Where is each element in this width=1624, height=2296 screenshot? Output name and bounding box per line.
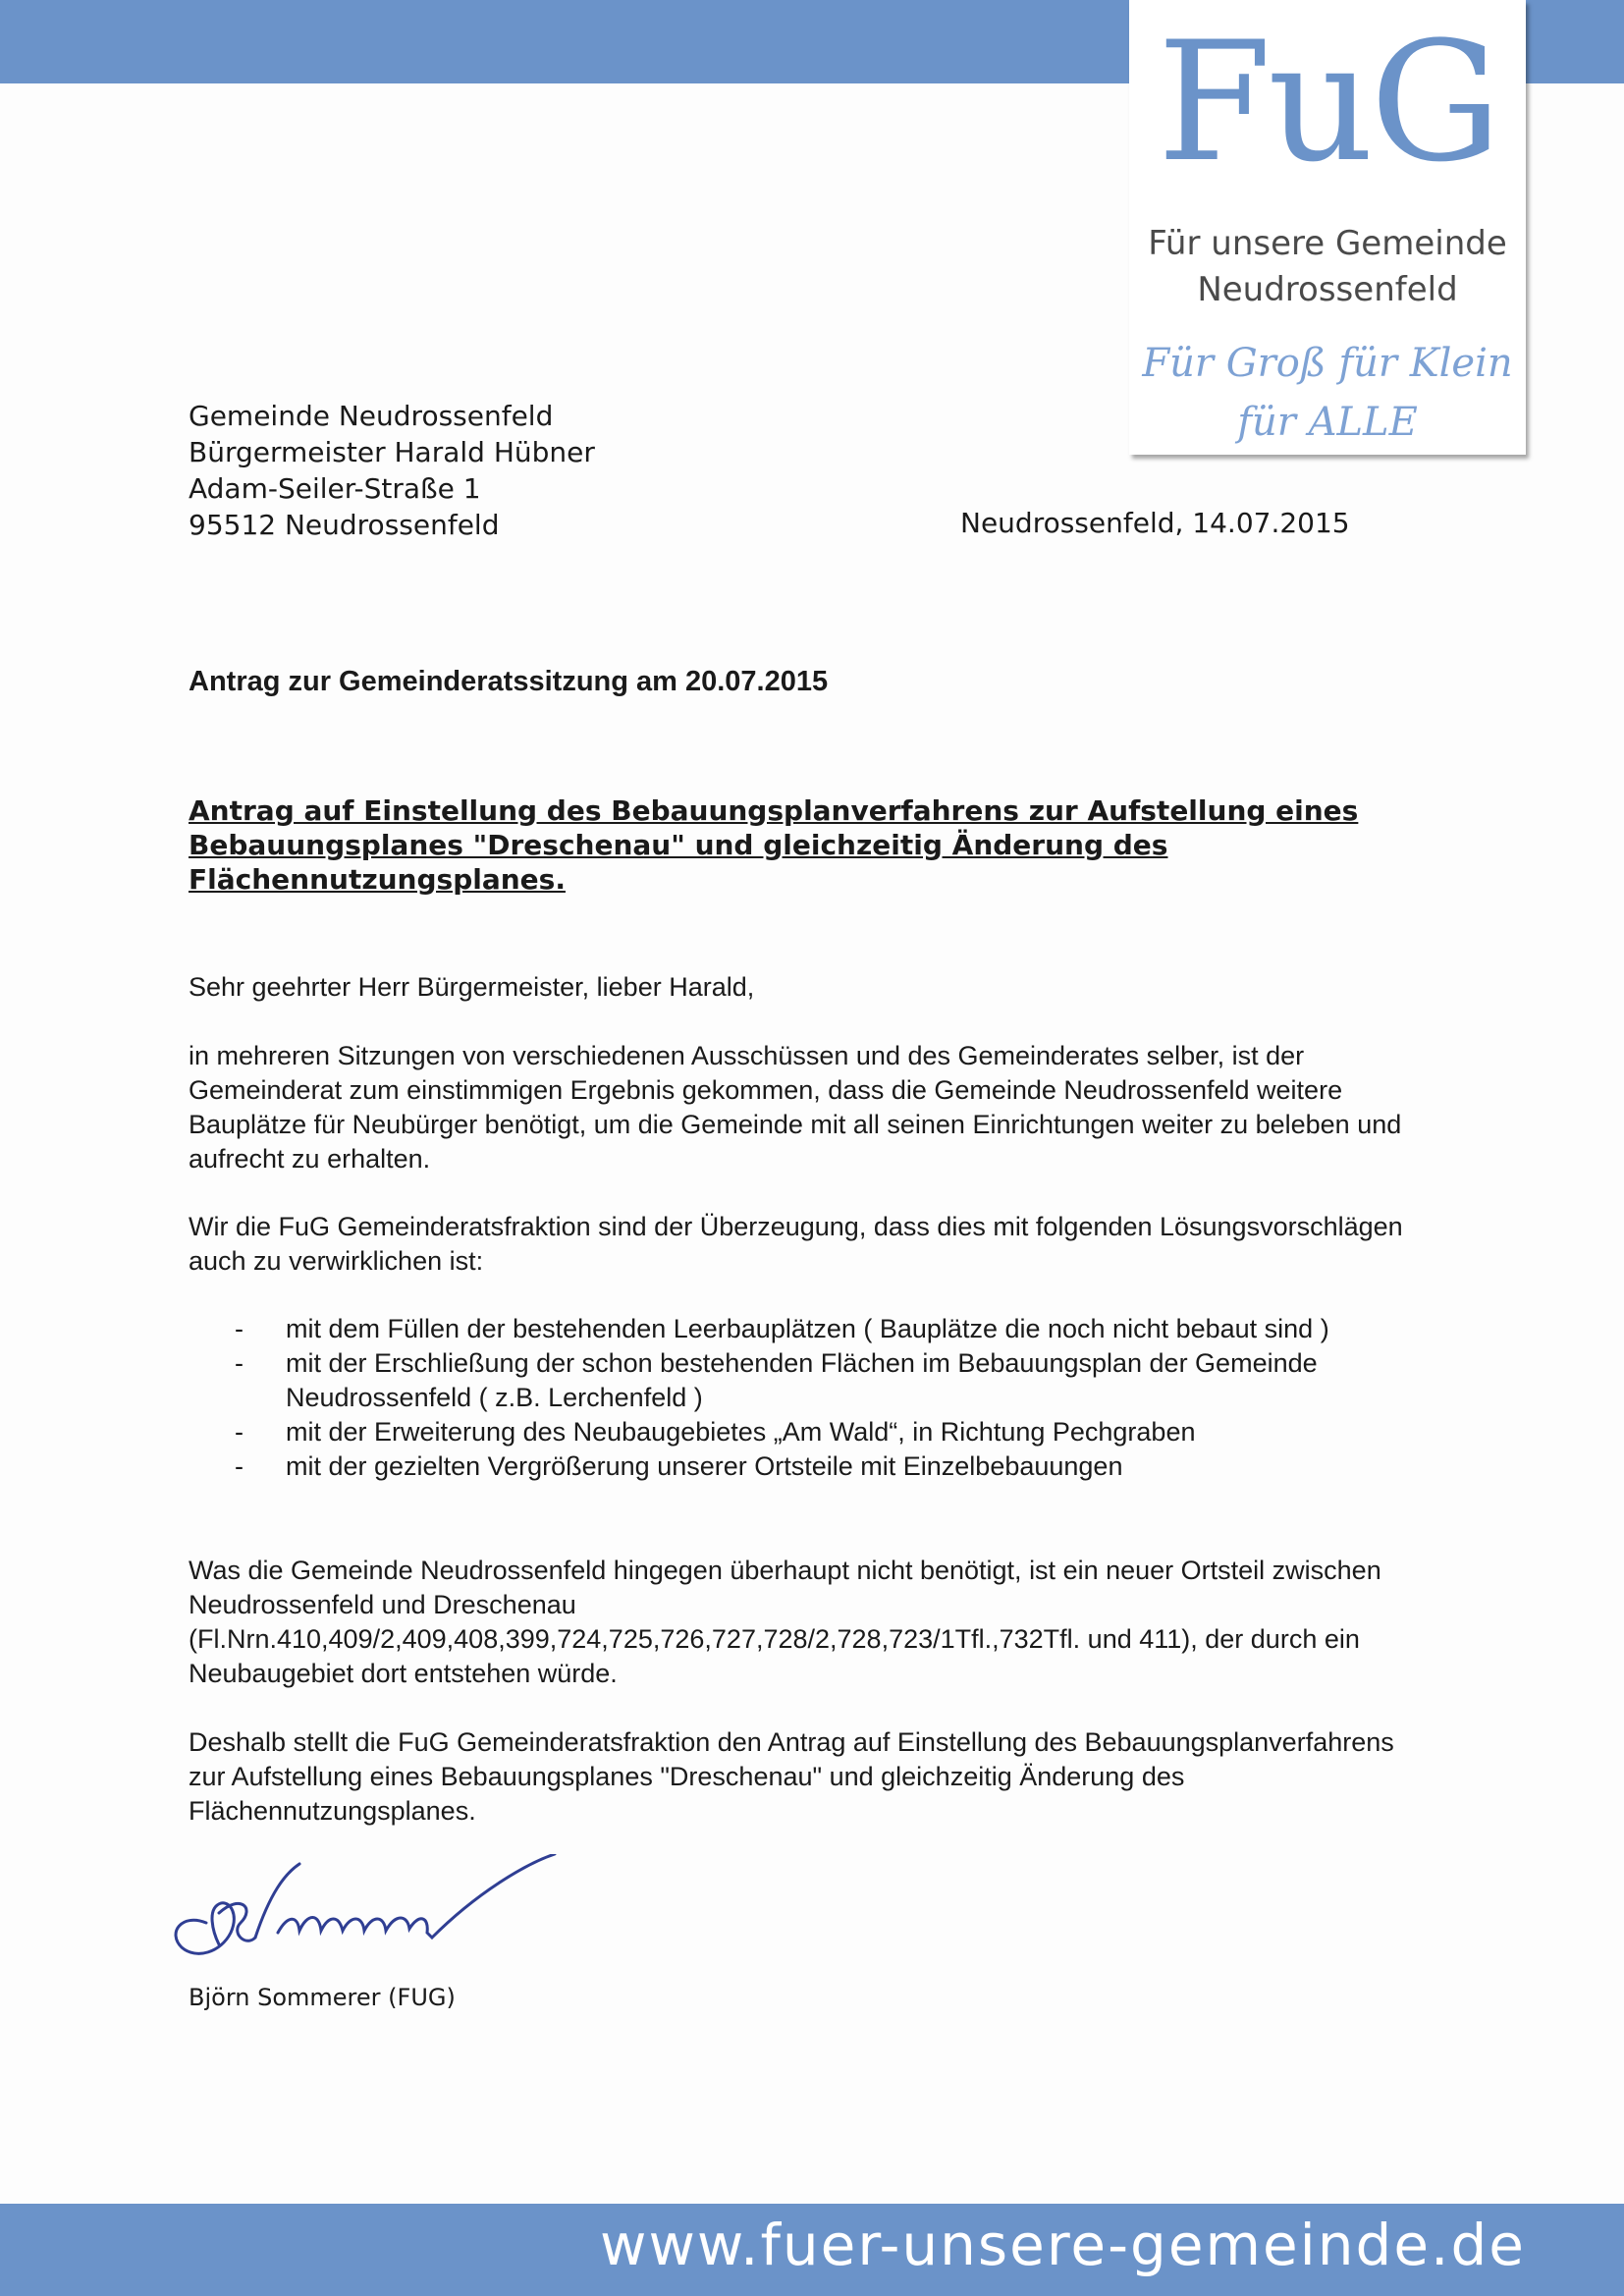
recipient-line2: Bürgermeister Harald Hübner: [189, 436, 595, 468]
paragraph-2: Wir die FuG Gemeinderatsfraktion sind der Überzeugung, dass dies mit folgenden Lösungsvorschlägen auch zu verwirklichen ist:: [189, 1212, 1403, 1276]
list-item: [189, 1312, 1426, 1346]
paragraph-3: Was die Gemeinde Neudrossenfeld hingegen überhaupt nicht benötigt, ist ein neuer Ortsteil zwischen Neudrossenfeld und Dreschenau (Fl.Nrn.410,409/2,409,408,399,724,725,726,727,728/2,728,723/1Tfl.,732Tfl. und 411), der durch ein Neubaugebiet dort entstehen würde.: [189, 1556, 1381, 1688]
list-item-text: mit der Erschließung der schon bestehenden Flächen im Bebauungsplan der Gemeinde Neudrossenfeld ( z.B. Lerchenfeld ): [286, 1348, 1318, 1412]
logo-subtitle-line2: Neudrossenfeld: [1197, 270, 1458, 309]
handwritten-signature: [162, 1854, 653, 2001]
motion-title: Antrag auf Einstellung des Bebauungsplanverfahrens zur Aufstellung eines Bebauungsplanes "Dreschenau" und gleichzeitig Änderung des Flächennutzungsplanes.: [189, 794, 1359, 896]
logo-slogan-line1: Für Groß für Klein: [1142, 341, 1513, 386]
recipient-line1: Gemeinde Neudrossenfeld: [189, 400, 554, 432]
logo-slogan-line2: für ALLE: [1237, 400, 1418, 445]
paragraph-4: Deshalb stellt die FuG Gemeinderatsfraktion den Antrag auf Einstellung des Bebauungsplanverfahrens zur Aufstellung eines Bebauungsplanes "Dreschenau" und gleichzeitig Änderung des Flächennutzungsplanes.: [189, 1727, 1394, 1826]
list-item-text: mit der Erweiterung des Neubaugebietes „Am Wald“, in Richtung Pechgraben: [286, 1417, 1196, 1447]
recipient-line4: 95512 Neudrossenfeld: [189, 509, 500, 541]
list-item: [189, 1449, 1426, 1484]
list-item: [189, 1346, 1426, 1415]
salutation: Sehr geehrter Herr Bürgermeister, lieber Harald,: [189, 972, 755, 1002]
logo-slogan: [1129, 334, 1526, 452]
footer-website: www.fuer-unsere-gemeinde.de: [600, 2212, 1526, 2278]
letter-date: Neudrossenfeld, 14.07.2015: [960, 507, 1350, 539]
recipient-address: [189, 398, 595, 543]
list-item: [189, 1415, 1426, 1449]
bullet-dash: -: [235, 1417, 244, 1447]
list-item-text: mit der gezielten Vergrößerung unserer Ortsteile mit Einzelbebauungen: [286, 1451, 1123, 1481]
signer-name: Björn Sommerer (FUG): [189, 1984, 456, 2011]
bullet-dash: -: [235, 1314, 244, 1343]
list-item-text: mit dem Füllen der bestehenden Leerbauplätzen ( Bauplätze die noch nicht bebaut sind ): [286, 1314, 1329, 1343]
bullet-dash: -: [235, 1348, 244, 1378]
logo-subtitle: [1129, 221, 1526, 313]
subject-line: Antrag zur Gemeinderatssitzung am 20.07.2015: [189, 666, 829, 697]
fug-logo: [1129, 0, 1526, 455]
logo-subtitle-line1: Für unsere Gemeinde: [1148, 224, 1507, 263]
bullet-dash: -: [235, 1451, 244, 1481]
logo-wordmark: FuG: [1157, 6, 1498, 198]
paragraph-1: in mehreren Sitzungen von verschiedenen Ausschüssen und des Gemeinderates selber, ist der Gemeinderat zum einstimmigen Ergebnis gekommen, dass die Gemeinde Neudrossenfeld weitere Bauplätze für Neubürger benötigt, um die Gemeinde mit all seinen Einrichtungen weiter zu beleben und aufrecht zu erhalten.: [189, 1041, 1402, 1174]
proposal-list: [189, 1312, 1426, 1484]
recipient-line3: Adam-Seiler-Straße 1: [189, 472, 481, 505]
